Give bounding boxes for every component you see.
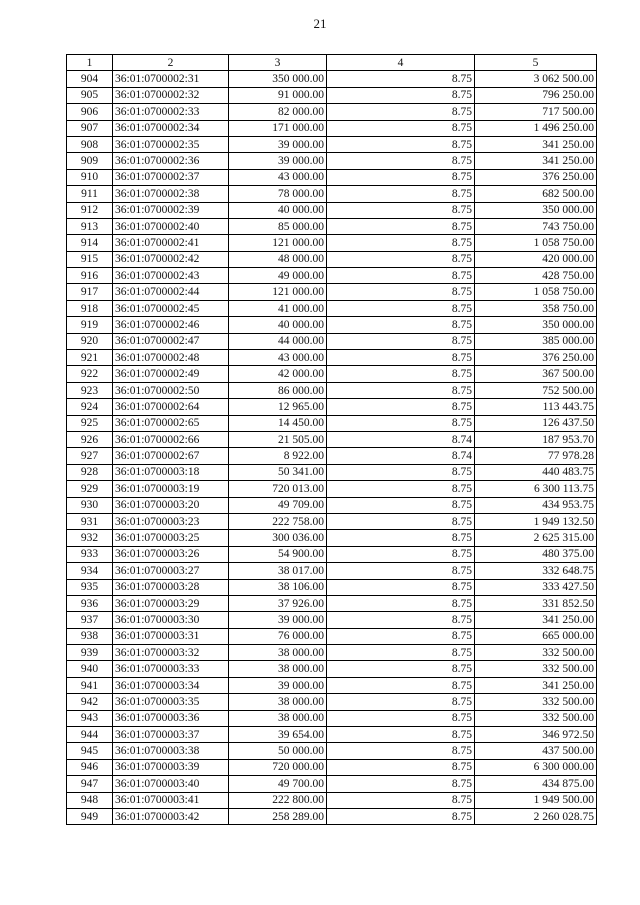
- table-row: [67, 497, 597, 513]
- row-number-cell: 910: [67, 169, 113, 185]
- table-row: [67, 399, 597, 415]
- row-number-cell: 920: [67, 333, 113, 349]
- row-number-cell: 929: [67, 481, 113, 497]
- table-row: [67, 300, 597, 316]
- cadastral-number-cell: 36:01:0700003:36: [113, 710, 229, 726]
- amount-cell: 333 427.50: [475, 579, 597, 595]
- amount-cell: 332 500.00: [475, 645, 597, 661]
- rate-cell: 8.75: [327, 628, 475, 644]
- rate-cell: 8.75: [327, 743, 475, 759]
- value-cell: 39 000.00: [229, 153, 327, 169]
- value-cell: 121 000.00: [229, 284, 327, 300]
- value-cell: 222 758.00: [229, 513, 327, 529]
- rate-cell: 8.75: [327, 710, 475, 726]
- value-cell: 12 965.00: [229, 399, 327, 415]
- value-cell: 720 013.00: [229, 481, 327, 497]
- table-row: [67, 202, 597, 218]
- value-cell: 39 000.00: [229, 136, 327, 152]
- value-cell: 76 000.00: [229, 628, 327, 644]
- table-row: [67, 694, 597, 710]
- table-row: [67, 431, 597, 447]
- amount-cell: 350 000.00: [475, 202, 597, 218]
- cadastral-number-cell: 36:01:0700003:27: [113, 563, 229, 579]
- value-cell: 21 505.00: [229, 431, 327, 447]
- cadastral-number-cell: 36:01:0700003:42: [113, 808, 229, 824]
- table-row: [67, 169, 597, 185]
- cadastral-number-cell: 36:01:0700002:36: [113, 153, 229, 169]
- column-header: 5: [475, 55, 597, 71]
- rate-cell: 8.75: [327, 579, 475, 595]
- amount-cell: 332 500.00: [475, 710, 597, 726]
- table-row: [67, 317, 597, 333]
- amount-cell: 682 500.00: [475, 186, 597, 202]
- table-row: [67, 759, 597, 775]
- amount-cell: 2 625 315.00: [475, 530, 597, 546]
- amount-cell: 341 250.00: [475, 677, 597, 693]
- cadastral-number-cell: 36:01:0700003:34: [113, 677, 229, 693]
- table-row: [67, 218, 597, 234]
- row-number-cell: 905: [67, 87, 113, 103]
- value-cell: 350 000.00: [229, 71, 327, 87]
- row-number-cell: 949: [67, 808, 113, 824]
- rate-cell: 8.75: [327, 513, 475, 529]
- cadastral-number-cell: 36:01:0700002:31: [113, 71, 229, 87]
- row-number-cell: 917: [67, 284, 113, 300]
- cadastral-number-cell: 36:01:0700003:31: [113, 628, 229, 644]
- cadastral-number-cell: 36:01:0700002:67: [113, 448, 229, 464]
- amount-cell: 428 750.00: [475, 268, 597, 284]
- rate-cell: 8.75: [327, 727, 475, 743]
- row-number-cell: 916: [67, 268, 113, 284]
- table-row: [67, 563, 597, 579]
- amount-cell: 440 483.75: [475, 464, 597, 480]
- value-cell: 171 000.00: [229, 120, 327, 136]
- amount-cell: 665 000.00: [475, 628, 597, 644]
- table-row: [67, 727, 597, 743]
- row-number-cell: 942: [67, 694, 113, 710]
- amount-cell: 341 250.00: [475, 612, 597, 628]
- table-row: [67, 136, 597, 152]
- value-cell: 42 000.00: [229, 366, 327, 382]
- value-cell: 8 922.00: [229, 448, 327, 464]
- table-row: [67, 153, 597, 169]
- amount-cell: 752 500.00: [475, 382, 597, 398]
- rate-cell: 8.75: [327, 694, 475, 710]
- rate-cell: 8.75: [327, 186, 475, 202]
- cadastral-number-cell: 36:01:0700002:35: [113, 136, 229, 152]
- cadastral-number-cell: 36:01:0700002:49: [113, 366, 229, 382]
- rate-cell: 8.75: [327, 530, 475, 546]
- value-cell: 121 000.00: [229, 235, 327, 251]
- table-row: [67, 661, 597, 677]
- rate-cell: 8.75: [327, 251, 475, 267]
- cadastral-number-cell: 36:01:0700002:45: [113, 300, 229, 316]
- cadastral-number-cell: 36:01:0700003:28: [113, 579, 229, 595]
- amount-cell: 332 648.75: [475, 563, 597, 579]
- table-row: [67, 808, 597, 824]
- cadastral-number-cell: 36:01:0700002:44: [113, 284, 229, 300]
- amount-cell: 341 250.00: [475, 136, 597, 152]
- table-row: [67, 628, 597, 644]
- table-row: [67, 776, 597, 792]
- cadastral-number-cell: 36:01:0700002:47: [113, 333, 229, 349]
- value-cell: 38 000.00: [229, 694, 327, 710]
- cadastral-number-cell: 36:01:0700002:42: [113, 251, 229, 267]
- amount-cell: 480 375.00: [475, 546, 597, 562]
- row-number-cell: 921: [67, 350, 113, 366]
- cadastral-number-cell: 36:01:0700002:66: [113, 431, 229, 447]
- amount-cell: 1 058 750.00: [475, 284, 597, 300]
- cadastral-number-cell: 36:01:0700002:50: [113, 382, 229, 398]
- rate-cell: 8.75: [327, 497, 475, 513]
- row-number-cell: 933: [67, 546, 113, 562]
- rate-cell: 8.75: [327, 399, 475, 415]
- row-number-cell: 911: [67, 186, 113, 202]
- amount-cell: 358 750.00: [475, 300, 597, 316]
- row-number-cell: 947: [67, 776, 113, 792]
- value-cell: 91 000.00: [229, 87, 327, 103]
- row-number-cell: 919: [67, 317, 113, 333]
- amount-cell: 376 250.00: [475, 169, 597, 185]
- rate-cell: 8.75: [327, 202, 475, 218]
- cadastral-number-cell: 36:01:0700002:48: [113, 350, 229, 366]
- table-row: [67, 104, 597, 120]
- row-number-cell: 924: [67, 399, 113, 415]
- rate-cell: 8.75: [327, 153, 475, 169]
- row-number-cell: 912: [67, 202, 113, 218]
- cadastral-number-cell: 36:01:0700002:32: [113, 87, 229, 103]
- value-cell: 50 341.00: [229, 464, 327, 480]
- row-number-cell: 944: [67, 727, 113, 743]
- row-number-cell: 945: [67, 743, 113, 759]
- amount-cell: 743 750.00: [475, 218, 597, 234]
- row-number-cell: 948: [67, 792, 113, 808]
- cadastral-number-cell: 36:01:0700002:34: [113, 120, 229, 136]
- amount-cell: 332 500.00: [475, 694, 597, 710]
- amount-cell: 376 250.00: [475, 350, 597, 366]
- row-number-cell: 927: [67, 448, 113, 464]
- rate-cell: 8.75: [327, 317, 475, 333]
- rate-cell: 8.75: [327, 218, 475, 234]
- page-number: 21: [313, 16, 327, 31]
- cadastral-number-cell: 36:01:0700003:25: [113, 530, 229, 546]
- row-number-cell: 904: [67, 71, 113, 87]
- cadastral-number-cell: 36:01:0700002:38: [113, 186, 229, 202]
- cadastral-number-cell: 36:01:0700003:32: [113, 645, 229, 661]
- value-cell: 38 106.00: [229, 579, 327, 595]
- row-number-cell: 930: [67, 497, 113, 513]
- cadastral-number-cell: 36:01:0700002:39: [113, 202, 229, 218]
- value-cell: 43 000.00: [229, 350, 327, 366]
- cadastral-number-cell: 36:01:0700003:38: [113, 743, 229, 759]
- row-number-cell: 922: [67, 366, 113, 382]
- amount-cell: 434 875.00: [475, 776, 597, 792]
- table-row: [67, 268, 597, 284]
- table-body: [67, 71, 597, 825]
- value-cell: 40 000.00: [229, 317, 327, 333]
- amount-cell: 717 500.00: [475, 104, 597, 120]
- table-row: [67, 645, 597, 661]
- amount-cell: 187 953.70: [475, 431, 597, 447]
- table-row: [67, 251, 597, 267]
- row-number-cell: 918: [67, 300, 113, 316]
- cadastral-number-cell: 36:01:0700002:40: [113, 218, 229, 234]
- value-cell: 38 000.00: [229, 645, 327, 661]
- rate-cell: 8.75: [327, 382, 475, 398]
- rate-cell: 8.75: [327, 415, 475, 431]
- rate-cell: 8.75: [327, 759, 475, 775]
- row-number-cell: 937: [67, 612, 113, 628]
- amount-cell: 1 058 750.00: [475, 235, 597, 251]
- cadastral-number-cell: 36:01:0700003:39: [113, 759, 229, 775]
- rate-cell: 8.75: [327, 808, 475, 824]
- row-number-cell: 925: [67, 415, 113, 431]
- value-cell: 78 000.00: [229, 186, 327, 202]
- value-cell: 37 926.00: [229, 595, 327, 611]
- amount-cell: 796 250.00: [475, 87, 597, 103]
- table-row: [67, 579, 597, 595]
- cadastral-number-cell: 36:01:0700002:64: [113, 399, 229, 415]
- row-number-cell: 923: [67, 382, 113, 398]
- cadastral-number-cell: 36:01:0700003:41: [113, 792, 229, 808]
- amount-cell: 331 852.50: [475, 595, 597, 611]
- value-cell: 86 000.00: [229, 382, 327, 398]
- table-row: [67, 595, 597, 611]
- row-number-cell: 908: [67, 136, 113, 152]
- rate-cell: 8.75: [327, 546, 475, 562]
- value-cell: 40 000.00: [229, 202, 327, 218]
- row-number-cell: 907: [67, 120, 113, 136]
- row-number-cell: 931: [67, 513, 113, 529]
- amount-cell: 367 500.00: [475, 366, 597, 382]
- table-row: [67, 513, 597, 529]
- rate-cell: 8.75: [327, 104, 475, 120]
- table-row: [67, 546, 597, 562]
- cadastral-number-cell: 36:01:0700003:20: [113, 497, 229, 513]
- rate-cell: 8.74: [327, 431, 475, 447]
- value-cell: 258 289.00: [229, 808, 327, 824]
- column-header: 4: [327, 55, 475, 71]
- value-cell: 49 700.00: [229, 776, 327, 792]
- rate-cell: 8.75: [327, 268, 475, 284]
- row-number-cell: 915: [67, 251, 113, 267]
- value-cell: 38 017.00: [229, 563, 327, 579]
- table-row: [67, 677, 597, 693]
- amount-cell: 332 500.00: [475, 661, 597, 677]
- rate-cell: 8.75: [327, 71, 475, 87]
- table-row: [67, 235, 597, 251]
- row-number-cell: 934: [67, 563, 113, 579]
- cadastral-number-cell: 36:01:0700002:37: [113, 169, 229, 185]
- rate-cell: 8.75: [327, 464, 475, 480]
- rate-cell: 8.75: [327, 677, 475, 693]
- table-row: [67, 350, 597, 366]
- table-row: [67, 366, 597, 382]
- rate-cell: 8.75: [327, 333, 475, 349]
- table-row: [67, 186, 597, 202]
- value-cell: 222 800.00: [229, 792, 327, 808]
- rate-cell: 8.75: [327, 612, 475, 628]
- rate-cell: 8.75: [327, 136, 475, 152]
- value-cell: 85 000.00: [229, 218, 327, 234]
- table-row: [67, 382, 597, 398]
- amount-cell: 1 496 250.00: [475, 120, 597, 136]
- value-cell: 39 000.00: [229, 677, 327, 693]
- table-row: [67, 530, 597, 546]
- rate-cell: 8.75: [327, 300, 475, 316]
- amount-cell: 6 300 000.00: [475, 759, 597, 775]
- rate-cell: 8.75: [327, 120, 475, 136]
- value-cell: 54 900.00: [229, 546, 327, 562]
- rate-cell: 8.75: [327, 481, 475, 497]
- row-number-cell: 909: [67, 153, 113, 169]
- amount-cell: 126 437.50: [475, 415, 597, 431]
- row-number-cell: 928: [67, 464, 113, 480]
- row-number-cell: 906: [67, 104, 113, 120]
- row-number-cell: 946: [67, 759, 113, 775]
- value-cell: 48 000.00: [229, 251, 327, 267]
- cadastral-number-cell: 36:01:0700003:26: [113, 546, 229, 562]
- amount-cell: 350 000.00: [475, 317, 597, 333]
- cadastral-number-cell: 36:01:0700002:33: [113, 104, 229, 120]
- rate-cell: 8.75: [327, 776, 475, 792]
- row-number-cell: 943: [67, 710, 113, 726]
- value-cell: 38 000.00: [229, 710, 327, 726]
- value-cell: 43 000.00: [229, 169, 327, 185]
- cadastral-number-cell: 36:01:0700003:18: [113, 464, 229, 480]
- rate-cell: 8.75: [327, 645, 475, 661]
- rate-cell: 8.75: [327, 661, 475, 677]
- value-cell: 39 000.00: [229, 612, 327, 628]
- amount-cell: 420 000.00: [475, 251, 597, 267]
- amount-cell: 2 260 028.75: [475, 808, 597, 824]
- amount-cell: 437 500.00: [475, 743, 597, 759]
- rate-cell: 8.75: [327, 792, 475, 808]
- table-row: [67, 464, 597, 480]
- row-number-cell: 913: [67, 218, 113, 234]
- cadastral-number-cell: 36:01:0700003:35: [113, 694, 229, 710]
- table-row: [67, 120, 597, 136]
- rate-cell: 8.75: [327, 235, 475, 251]
- amount-cell: 385 000.00: [475, 333, 597, 349]
- table-row: [67, 792, 597, 808]
- cadastral-number-cell: 36:01:0700003:29: [113, 595, 229, 611]
- column-header: 2: [113, 55, 229, 71]
- cadastral-number-cell: 36:01:0700003:19: [113, 481, 229, 497]
- cadastral-number-cell: 36:01:0700003:37: [113, 727, 229, 743]
- cadastral-number-cell: 36:01:0700003:33: [113, 661, 229, 677]
- row-number-cell: 936: [67, 595, 113, 611]
- rate-cell: 8.75: [327, 563, 475, 579]
- table-row: [67, 333, 597, 349]
- cadastral-number-cell: 36:01:0700002:65: [113, 415, 229, 431]
- row-number-cell: 938: [67, 628, 113, 644]
- value-cell: 720 000.00: [229, 759, 327, 775]
- amount-cell: 6 300 113.75: [475, 481, 597, 497]
- amount-cell: 341 250.00: [475, 153, 597, 169]
- cadastral-number-cell: 36:01:0700003:40: [113, 776, 229, 792]
- table-row: [67, 71, 597, 87]
- cadastral-number-cell: 36:01:0700003:23: [113, 513, 229, 529]
- table-row: [67, 743, 597, 759]
- rate-cell: 8.74: [327, 448, 475, 464]
- rate-cell: 8.75: [327, 284, 475, 300]
- value-cell: 50 000.00: [229, 743, 327, 759]
- value-cell: 82 000.00: [229, 104, 327, 120]
- amount-cell: 3 062 500.00: [475, 71, 597, 87]
- row-number-cell: 935: [67, 579, 113, 595]
- table-row: [67, 87, 597, 103]
- cadastral-number-cell: 36:01:0700002:43: [113, 268, 229, 284]
- amount-cell: 77 978.28: [475, 448, 597, 464]
- amount-cell: 1 949 500.00: [475, 792, 597, 808]
- table-row: [67, 710, 597, 726]
- rate-cell: 8.75: [327, 350, 475, 366]
- row-number-cell: 941: [67, 677, 113, 693]
- cadastral-table: [66, 54, 597, 825]
- value-cell: 44 000.00: [229, 333, 327, 349]
- row-number-cell: 939: [67, 645, 113, 661]
- column-header: 3: [229, 55, 327, 71]
- amount-cell: 1 949 132.50: [475, 513, 597, 529]
- value-cell: 14 450.00: [229, 415, 327, 431]
- amount-cell: 434 953.75: [475, 497, 597, 513]
- cadastral-number-cell: 36:01:0700003:30: [113, 612, 229, 628]
- value-cell: 41 000.00: [229, 300, 327, 316]
- table-row: [67, 448, 597, 464]
- cadastral-number-cell: 36:01:0700002:46: [113, 317, 229, 333]
- rate-cell: 8.75: [327, 366, 475, 382]
- row-number-cell: 926: [67, 431, 113, 447]
- row-number-cell: 914: [67, 235, 113, 251]
- table-row: [67, 284, 597, 300]
- amount-cell: 346 972.50: [475, 727, 597, 743]
- value-cell: 300 036.00: [229, 530, 327, 546]
- table-row: [67, 481, 597, 497]
- cadastral-number-cell: 36:01:0700002:41: [113, 235, 229, 251]
- rate-cell: 8.75: [327, 595, 475, 611]
- value-cell: 39 654.00: [229, 727, 327, 743]
- table-row: [67, 415, 597, 431]
- value-cell: 38 000.00: [229, 661, 327, 677]
- value-cell: 49 000.00: [229, 268, 327, 284]
- rate-cell: 8.75: [327, 169, 475, 185]
- rate-cell: 8.75: [327, 87, 475, 103]
- column-header: 1: [67, 55, 113, 71]
- row-number-cell: 932: [67, 530, 113, 546]
- amount-cell: 113 443.75: [475, 399, 597, 415]
- table-header-row: [67, 55, 597, 71]
- row-number-cell: 940: [67, 661, 113, 677]
- value-cell: 49 709.00: [229, 497, 327, 513]
- table-row: [67, 612, 597, 628]
